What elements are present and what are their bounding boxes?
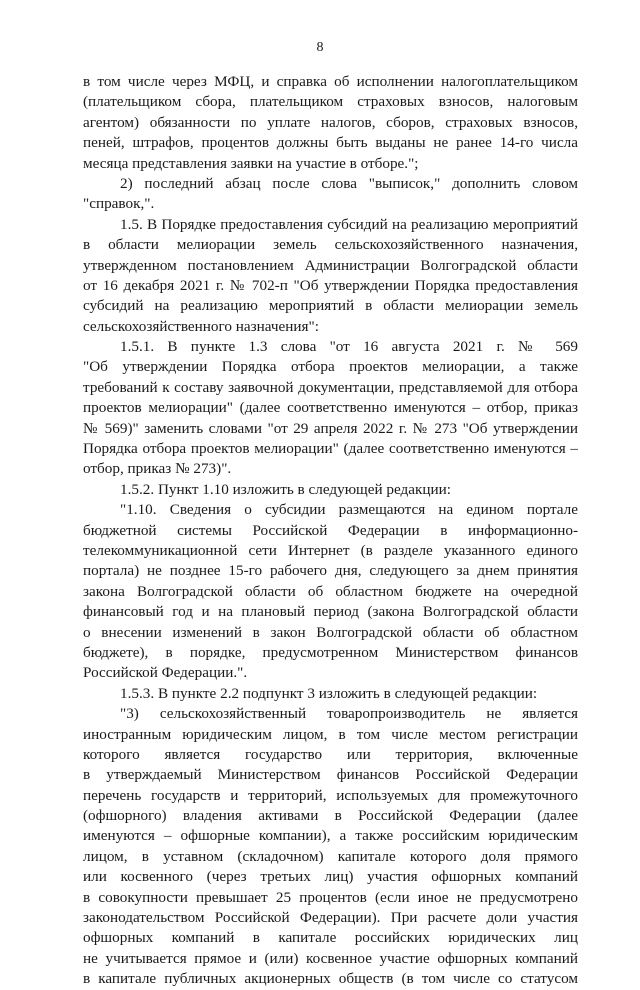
text-line: 2) последний абзац после слова "выписок," дополнить словом bbox=[120, 174, 578, 192]
text-line: именуются – офшорные компании), а также российским юридическим bbox=[83, 827, 578, 845]
text-line: агентом) обязанности по уплате налогов, сборов, страховых взносов, bbox=[83, 113, 578, 131]
text-line: которого является государство или территория, включенные bbox=[83, 745, 578, 763]
text-line: не учитывается прямое и (или) косвенное участие офшорных компаний bbox=[83, 949, 578, 967]
text-line: бюджете), в порядке, предусмотренном Министерством финансов bbox=[83, 643, 578, 661]
text-line: телекоммуникационной сети Интернет (в разделе указанного единого bbox=[83, 541, 578, 559]
text-line: 1.5.2. Пункт 1.10 изложить в следующей редакции: bbox=[120, 480, 451, 498]
text-line: в утверждаемый Министерством финансов Российской Федерации bbox=[83, 766, 578, 784]
text-line: бюджетной системы Российской Федерации в информационно- bbox=[83, 521, 578, 539]
text-line: закона Волгоградской области об областном бюджете на очередной bbox=[83, 582, 578, 600]
text-line: утвержденном постановлением Администрации Волгоградской области bbox=[83, 256, 578, 274]
text-line: финансовый год и на плановый период (закона Волгоградской области bbox=[83, 603, 578, 621]
text-line: в том числе через МФЦ, и справка об исполнении налогоплательщиком bbox=[83, 73, 578, 90]
text-line: сельскохозяйственного назначения": bbox=[83, 317, 319, 335]
text-line: офшорных компаний в капитале российских юридических лиц bbox=[83, 929, 578, 947]
text-line: "1.10. Сведения о субсидии размещаются на едином портале bbox=[120, 501, 578, 519]
page-number: 8 bbox=[316, 40, 324, 55]
text-line: "3) сельскохозяйственный товаропроизводитель не является bbox=[120, 705, 578, 723]
text-line: месяца представления заявки на участие в отборе."; bbox=[83, 154, 419, 172]
text-line: в капитале публичных акционерных обществ (в том числе со статусом bbox=[83, 970, 578, 988]
text-line: Порядка отбора проектов мелиорации" (далее соответственно именуются – bbox=[83, 440, 578, 458]
text-line: (плательщиком сбора, плательщиком страховых взносов, налоговым bbox=[83, 93, 578, 111]
text-line: № 569)" заменить словами "от 29 апреля 2022 г. № 273 "Об утверждении bbox=[83, 419, 578, 437]
text-line: проектов мелиорации" (далее соответственно именуются – отбор, приказ bbox=[83, 399, 578, 417]
text-line: в совокупности превышает 25 процентов (если иное не предусмотрено bbox=[83, 888, 578, 906]
text-line: 1.5.1. В пункте 1.3 слова "от 16 августа 2021 г. № 569 bbox=[120, 338, 578, 356]
text-line: субсидий на реализацию мероприятий в области мелиорации земель bbox=[83, 297, 578, 315]
text-line: перечень государств и территорий, используемых для промежуточного bbox=[83, 786, 578, 804]
text-line: или косвенного (через третьих лиц) участия офшорных компаний bbox=[83, 868, 578, 886]
text-line: Российской Федерации.". bbox=[83, 664, 248, 682]
text-line: пеней, штрафов, процентов должны быть выданы не ранее 14-го числа bbox=[83, 134, 578, 152]
text-line: о внесении изменений в закон Волгоградской области об областном bbox=[83, 623, 578, 641]
text-line: 1.5. В Порядке предоставления субсидий на реализацию мероприятий bbox=[120, 215, 578, 233]
text-line: законодательством Российской Федерации). При расчете доли участия bbox=[83, 909, 578, 927]
text-line: "Об утверждении Порядка отбора проектов мелиорации, а также bbox=[83, 358, 578, 376]
text-line: портала) не позднее 15-го рабочего дня, следующего за днем принятия bbox=[83, 562, 578, 580]
text-line: отбор, приказ № 273)". bbox=[83, 460, 232, 478]
text-line: "справок,". bbox=[83, 195, 155, 213]
text-line: иностранным юридическим лицом, в том числе местом регистрации bbox=[83, 725, 578, 743]
text-line: (офшорного) владения активами в Российской Федерации (далее bbox=[83, 807, 578, 825]
text-line: 1.5.3. В пункте 2.2 подпункт 3 изложить в следующей редакции: bbox=[120, 684, 538, 702]
text-line: от 16 декабря 2021 г. № 702-п "Об утверждении Порядка предоставления bbox=[83, 276, 578, 294]
document-body bbox=[83, 72, 578, 990]
text-line: требований к составу заявочной документации, представляемой для отбора bbox=[83, 378, 578, 396]
text-line: в области мелиорации земель сельскохозяйственного назначения, bbox=[83, 236, 578, 254]
text-line: лицом, в уставном (складочном) капитале которого доля прямого bbox=[83, 847, 578, 865]
